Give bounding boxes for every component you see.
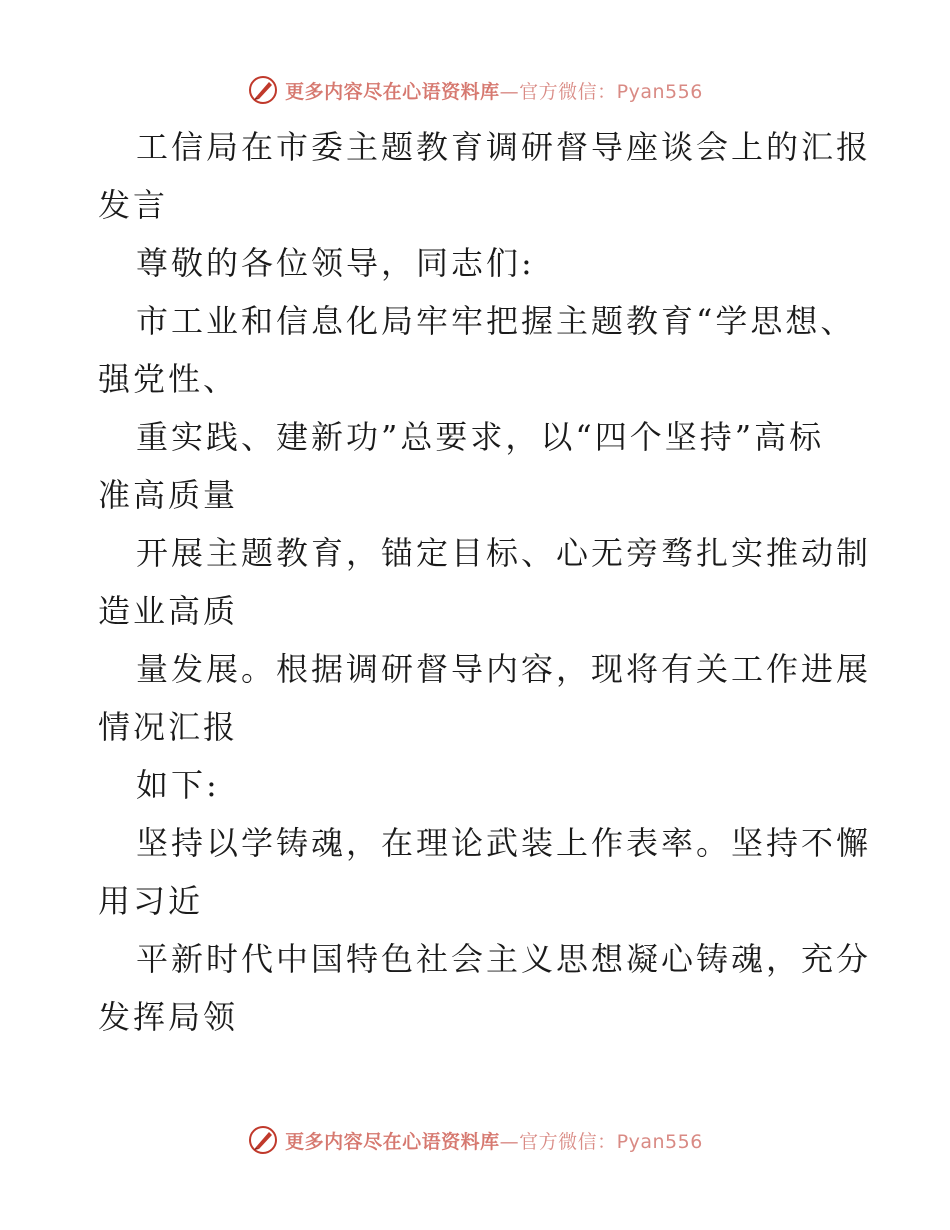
doc-salutation: 尊敬的各位领导，同志们: [136,244,535,282]
doc-line: 开展主题教育，锚定目标、心无旁骛扎实推动制 [136,534,872,572]
doc-line: 如下: [136,766,220,804]
doc-line: 发挥局领 [98,998,239,1036]
quill-pen-logo-icon [247,74,279,106]
banner-text: 更多内容尽在心语资料库—官方微信：Pyan556 [285,1130,703,1153]
doc-line: 重实践、建新功”总要求，以“四个坚持”高标 [136,418,825,456]
doc-line: 用习近 [98,882,204,920]
doc-title-line-1: 工信局在市委主题教育调研督导座谈会上的汇报 [136,128,872,166]
header-banner [0,70,950,110]
doc-title-line-2: 发言 [98,186,169,224]
doc-line: 准高质量 [98,476,239,514]
quill-pen-logo-icon [247,1124,279,1156]
banner-text: 更多内容尽在心语资料库—官方微信：Pyan556 [285,80,703,103]
doc-line: 量发展。根据调研督导内容，现将有关工作进展 [136,650,872,688]
document-body [98,118,872,1046]
doc-line: 平新时代中国特色社会主义思想凝心铸魂，充分 [136,940,872,978]
footer-banner [0,1120,950,1160]
doc-line: 坚持以学铸魂，在理论武装上作表率。坚持不懈 [136,824,872,862]
doc-line: 市工业和信息化局牢牢把握主题教育“学思想、 [136,302,856,340]
doc-line: 造业高质 [98,592,239,630]
doc-line: 强党性、 [98,360,239,398]
doc-line: 情况汇报 [98,708,239,746]
